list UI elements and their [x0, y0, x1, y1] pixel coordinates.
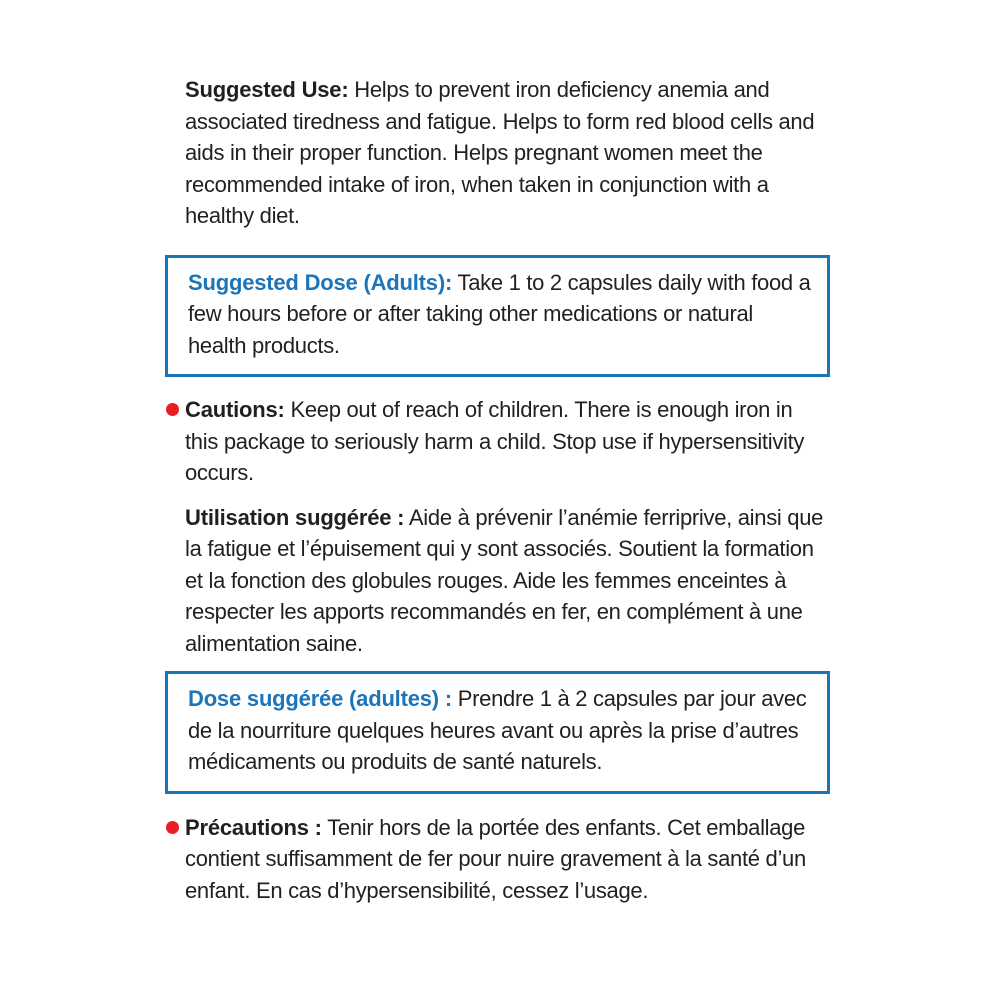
red-bullet-icon [166, 821, 179, 834]
cautions-text: Keep out of reach of children. There is enough iron in this package to seriously harm a child. Stop use if hypersensitivity occurs. [185, 397, 805, 485]
dose-suggeree-heading: Dose suggérée (adultes) : [188, 686, 452, 711]
utilisation-suggeree-heading: Utilisation suggérée : [185, 504, 405, 530]
cautions-heading: Cautions: [185, 397, 285, 422]
supplement-label-panel [165, 74, 833, 906]
precautions-text: Tenir hors de la portée des enfants. Cet emballage contient suffisamment de fer pour nuire gravement à la santé d’un enfant. En cas d’hypersensibilité, cessez l’usage. [185, 814, 806, 903]
utilisation-suggeree-paragraph [185, 502, 830, 660]
suggested-dose-heading: Suggested Dose (Adults): [188, 269, 453, 295]
section-suggested-use [165, 74, 833, 232]
suggested-dose-text: Take 1 to 2 capsules daily with food a few hours before or after taking other medications or natural health products. [188, 269, 811, 358]
dose-suggeree-text: Prendre 1 à 2 capsules par jour avec de la nourriture quelques heures avant ou après la prise d’autres médicaments ou produits de santé naturels. [188, 686, 807, 774]
section-precautions [165, 812, 833, 907]
precautions-paragraph [185, 812, 830, 907]
precautions-heading: Précautions : [185, 814, 322, 840]
section-suggested-dose-box [165, 255, 830, 378]
red-bullet-icon [166, 403, 179, 416]
section-utilisation-suggeree [165, 502, 833, 660]
suggested-dose-paragraph [188, 267, 815, 362]
section-cautions [165, 394, 833, 489]
section-dose-suggeree-box [165, 671, 830, 794]
suggested-use-heading: Suggested Use: [185, 77, 349, 102]
cautions-paragraph [185, 394, 830, 489]
suggested-use-paragraph [185, 74, 830, 232]
utilisation-suggeree-text: Aide à prévenir l’anémie ferriprive, ainsi que la fatigue et l’épuisement qui y sont associés. Soutient la formation et la fonction des globules rouges. Aide les femmes enceintes à respecter les apports recommandés en fer, en complément à une alimentation saine. [185, 504, 824, 656]
dose-suggeree-paragraph [188, 683, 815, 778]
suggested-use-text: Helps to prevent iron deficiency anemia and associated tiredness and fatigue. Helps to form red blood cells and aids in their proper function. Helps pregnant women meet the recommended intake of iron, when taken in conjunction with a healthy diet. [185, 77, 815, 228]
